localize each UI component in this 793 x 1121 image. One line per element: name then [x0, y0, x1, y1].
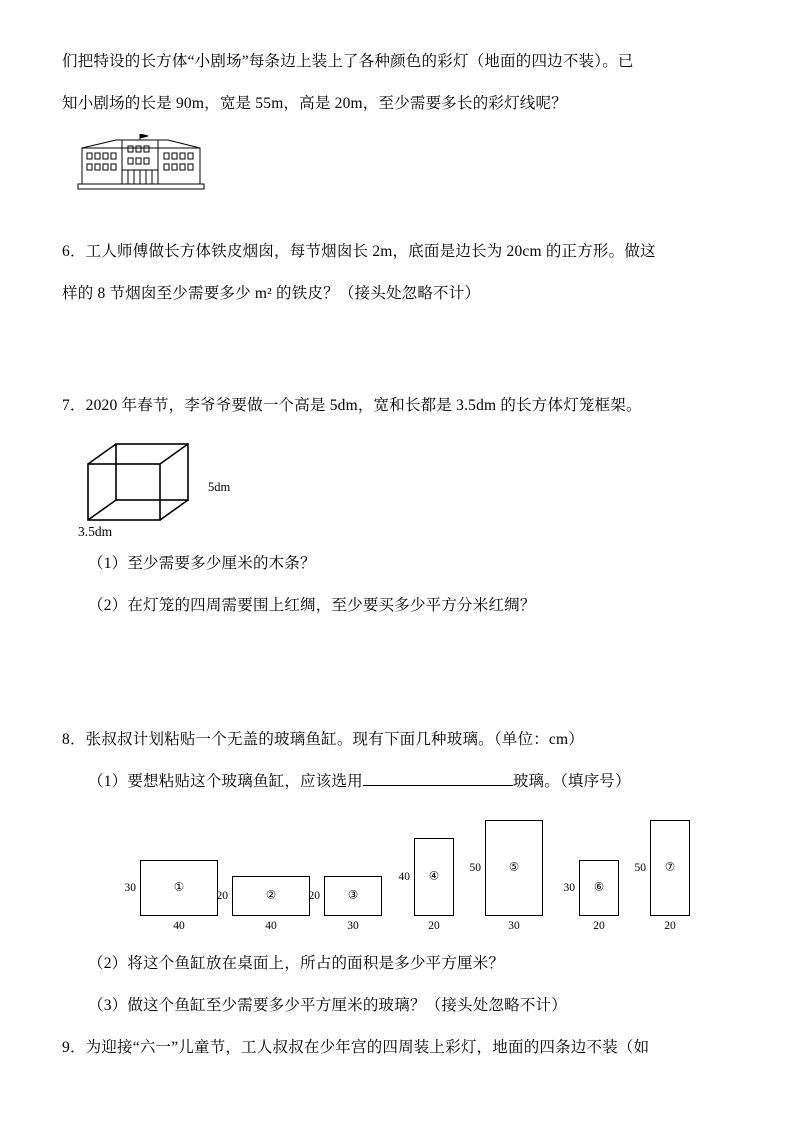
cube-height-label: 5dm [208, 480, 231, 495]
glass-id-label: ⑦ [664, 861, 676, 874]
glass-id-label: ① [173, 881, 185, 894]
glass-piece [634, 820, 690, 933]
glass-piece [216, 876, 310, 933]
spacer [62, 324, 731, 394]
glass-bottom-label: 40 [265, 920, 277, 933]
spacer [62, 636, 731, 706]
glass-left-label: 50 [634, 862, 646, 875]
glass-id-label: ③ [347, 889, 359, 902]
question-6-line-1: 6．工人师傅做长方体铁皮烟囱，每节烟囱长 2m，底面是边长为 20cm 的正方形。做这 [62, 243, 656, 261]
question-6-line-2: 样的 8 节烟囱至少需要多少 m² 的铁皮？（接头处忽略不计） [62, 285, 481, 303]
question-8-sub-1 [88, 770, 731, 794]
spacer [62, 706, 731, 728]
glass-id-label: ⑥ [593, 881, 605, 894]
glass-bottom-label: 40 [173, 920, 185, 933]
glass-id-label: ⑤ [508, 861, 520, 874]
glass-left-label: 20 [308, 890, 320, 903]
glass-left-label: 30 [124, 882, 136, 895]
question-8-sub-1-after: 玻璃。（填序号） [512, 773, 631, 791]
spacer [62, 190, 731, 240]
glass-pieces-figure [62, 812, 731, 942]
glass-left-label: 50 [469, 862, 481, 875]
glass-bottom-label: 20 [593, 920, 605, 933]
question-7-line-1: 7．2020 年春节，李爷爷要做一个高是 5dm，宽和长都是 3.5dm 的长方体灯笼框架。 [62, 397, 642, 415]
question-8-sub-1-before: （1）要想粘贴这个玻璃鱼缸，应该选用 [88, 773, 363, 791]
glass-left-label: 30 [563, 882, 575, 895]
question-7-sub-2: （2）在灯笼的四周需要围上红绸，至少要买多少平方分米红绸？ [88, 597, 536, 615]
question-8-sub-2: （2）将这个鱼缸放在桌面上，所占的面积是多少平方厘米？ [88, 955, 505, 973]
glass-id-label: ④ [428, 870, 440, 883]
glass-id-label: ② [265, 889, 277, 902]
answer-blank[interactable] [363, 771, 513, 786]
glass-piece [398, 838, 454, 933]
glass-left-label: 20 [216, 890, 228, 903]
glass-piece [308, 876, 382, 933]
paragraph-intro-line-1: 们把特设的长方体“小剧场”每条边上装上了各种颜色的彩灯（地面的四边不装）。已 [62, 53, 634, 70]
question-7-sub-1: （1）至少需要多少厘米的木条？ [88, 555, 316, 573]
question-8-line-1: 8．张叔叔计划粘贴一个无盖的玻璃鱼缸。现有下面几种玻璃。（单位：cm） [62, 731, 584, 749]
building-icon [76, 134, 206, 190]
glass-bottom-label: 30 [347, 920, 359, 933]
glass-piece [124, 860, 218, 933]
paragraph-intro-line-2: 知小剧场的长是 90m，宽是 55m，高是 20m，至少需要多长的彩灯线呢？ [62, 95, 567, 113]
glass-piece [469, 820, 543, 933]
glass-bottom-label: 20 [428, 920, 440, 933]
glass-bottom-label: 30 [508, 920, 520, 933]
question-9-line-1: 9．为迎接“六一”儿童节，工人叔叔在少年宫的四周装上彩灯，地面的四条边不装（如 [62, 1039, 650, 1057]
cube-width-label: 3.5dm [78, 524, 113, 540]
building-illustration [76, 134, 731, 190]
glass-left-label: 40 [398, 871, 410, 884]
cube-illustration [78, 436, 298, 546]
question-8-sub-3: （3）做这个鱼缸至少需要多少平方厘米的玻璃？（接头处忽略不计） [88, 997, 567, 1015]
glass-bottom-label: 20 [664, 920, 676, 933]
glass-piece [563, 860, 619, 933]
